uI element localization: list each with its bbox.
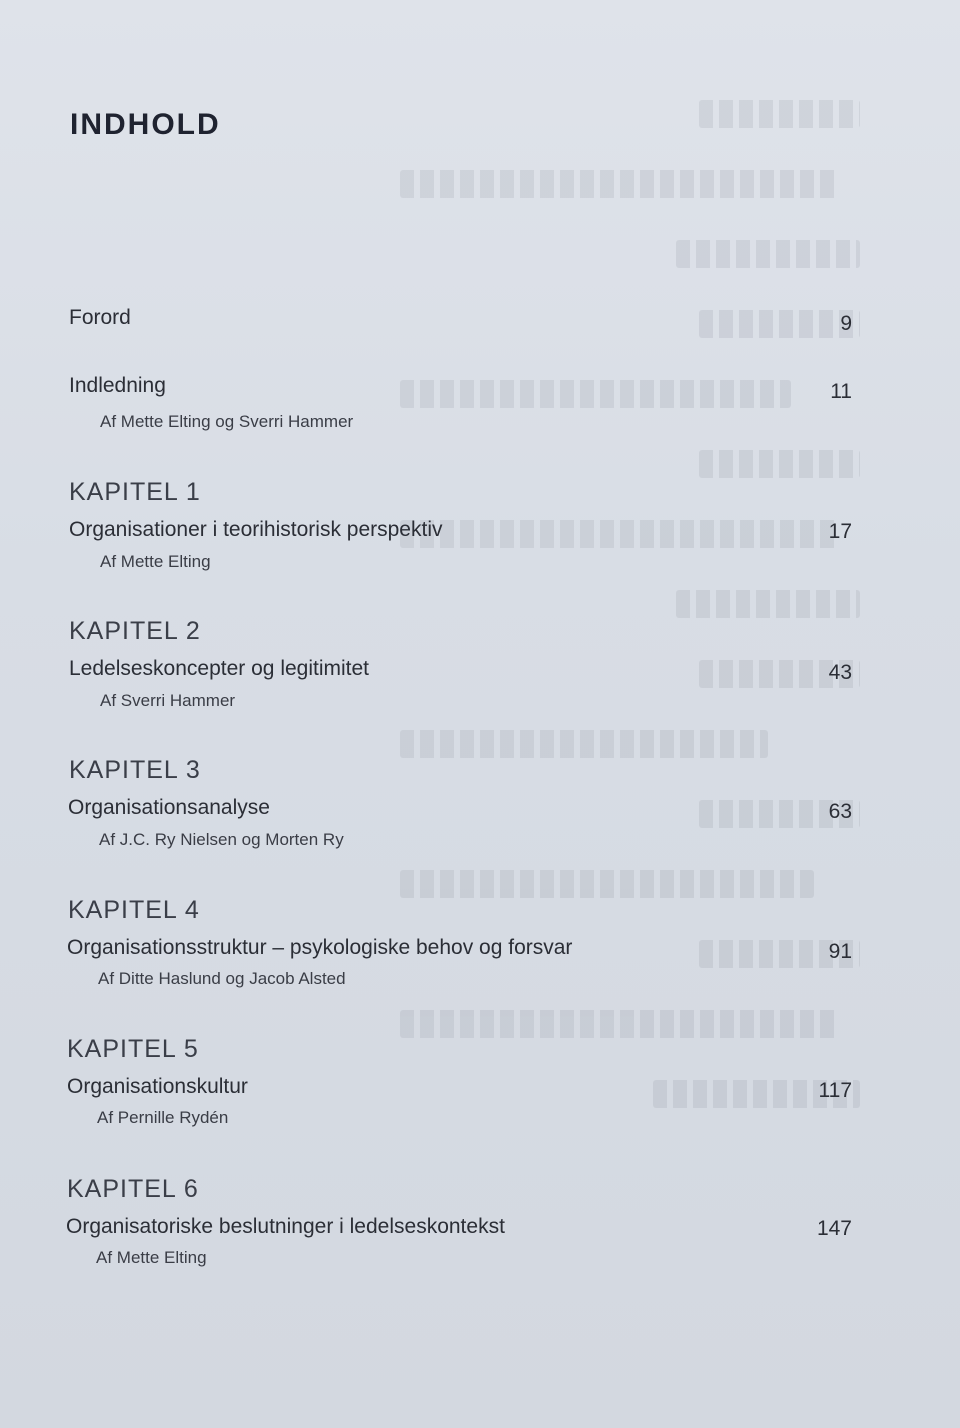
entry-title: Organisatoriske beslutninger i ledelseskontekst bbox=[66, 1215, 505, 1238]
entry-page: 117 bbox=[818, 1079, 852, 1102]
entry-title: Organisationskultur bbox=[67, 1075, 248, 1098]
entry-author: Af Mette Elting bbox=[96, 1248, 207, 1267]
bleed-through-text bbox=[400, 100, 860, 1200]
entry-page: 9 bbox=[840, 312, 852, 335]
entry-author: Af Mette Elting bbox=[100, 552, 211, 571]
entry-page: 91 bbox=[828, 940, 852, 963]
chapter-label: KAPITEL 5 bbox=[67, 1035, 199, 1063]
entry-page: 17 bbox=[828, 520, 852, 543]
entry-author: Af J.C. Ry Nielsen og Morten Ry bbox=[99, 830, 344, 849]
entry-title: Organisationer i teorihistorisk perspektiv bbox=[69, 518, 443, 541]
entry-author: Af Sverri Hammer bbox=[100, 691, 236, 710]
entry-title: Organisationsanalyse bbox=[68, 796, 270, 819]
entry-page: 63 bbox=[828, 800, 852, 823]
page-title: INDHOLD bbox=[70, 108, 221, 141]
entry-title: Organisationsstruktur – psykologiske behov og forsvar bbox=[67, 936, 573, 959]
chapter-label: KAPITEL 4 bbox=[68, 896, 200, 924]
chapter-label: KAPITEL 3 bbox=[69, 756, 201, 784]
entry-title: Forord bbox=[69, 306, 131, 329]
entry-page: 43 bbox=[828, 661, 852, 684]
entry-title: Ledelseskoncepter og legitimitet bbox=[69, 657, 370, 680]
entry-author: Af Mette Elting og Sverri Hammer bbox=[100, 412, 354, 431]
chapter-label: KAPITEL 6 bbox=[67, 1175, 199, 1203]
entry-author: Af Pernille Rydén bbox=[97, 1108, 229, 1127]
chapter-label: KAPITEL 1 bbox=[69, 478, 201, 506]
entry-author: Af Ditte Haslund og Jacob Alsted bbox=[98, 969, 346, 988]
entry-page: 11 bbox=[830, 380, 852, 403]
entry-page: 147 bbox=[816, 1217, 852, 1240]
entry-title: Indledning bbox=[69, 374, 166, 397]
chapter-label: KAPITEL 2 bbox=[69, 617, 201, 645]
